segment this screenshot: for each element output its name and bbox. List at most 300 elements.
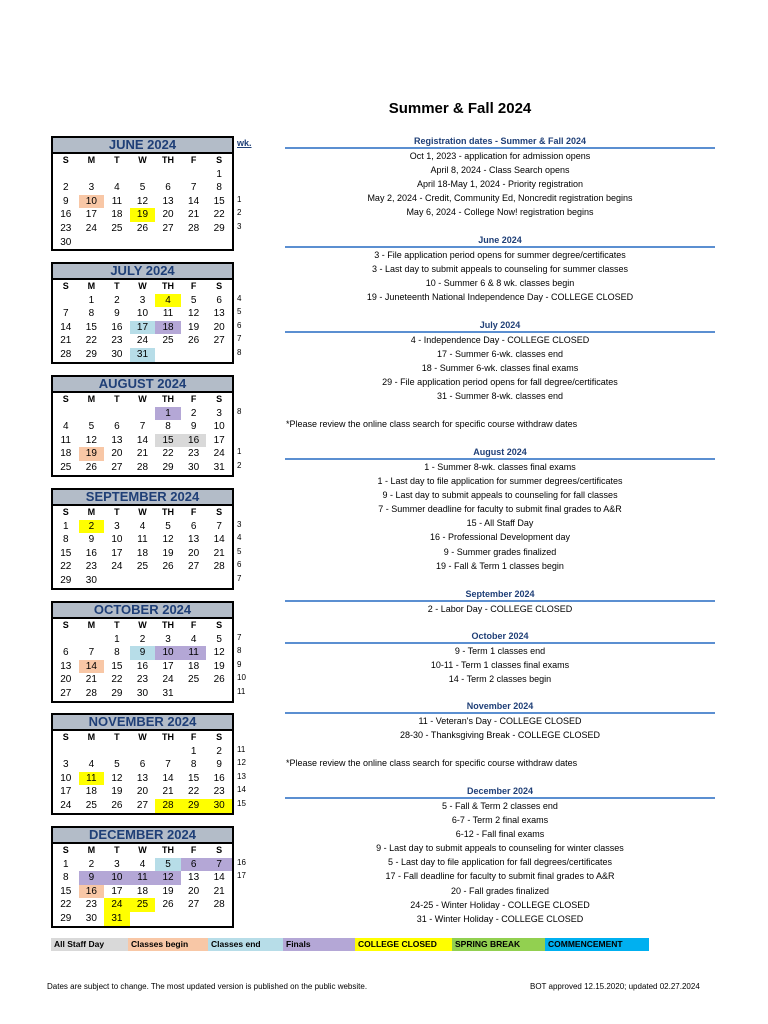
week-number: 8: [237, 406, 242, 416]
event-line: 10 - Summer 6 & 8 wk. classes begin: [425, 278, 575, 289]
empty-day-cell: [104, 168, 130, 182]
empty-day-cell: [181, 168, 207, 182]
day-cell: 26: [213, 674, 225, 686]
day-cell: 9: [79, 871, 105, 885]
day-cell: 10: [213, 421, 225, 433]
week-numbers: [237, 856, 255, 924]
day-cell: 20: [188, 885, 200, 897]
day-cell: 7: [63, 308, 69, 320]
day-cell: 18: [111, 209, 123, 221]
day-cell: 20: [111, 448, 123, 460]
day-cell: 8: [216, 182, 222, 194]
month-name: OCTOBER 2024: [51, 601, 234, 617]
day-cell: 4: [88, 759, 95, 771]
event-section: [285, 786, 715, 926]
day-cell: 13: [213, 308, 225, 320]
day-cell: 29: [111, 687, 123, 699]
day-cell: 28: [213, 561, 225, 573]
day-cell: 24: [213, 448, 225, 460]
day-header: W: [138, 732, 147, 742]
day-cell: 16: [85, 547, 97, 559]
week-number: [237, 179, 255, 193]
day-cell: 9: [190, 421, 197, 433]
day-cell: 10: [60, 772, 72, 784]
empty-day-cell: [181, 687, 207, 701]
day-cell: 21: [188, 209, 200, 221]
day-cell: 1: [63, 858, 69, 870]
day-cell: 28: [85, 687, 97, 699]
event-line: 15 - All Staff Day: [466, 518, 534, 529]
withdraw-note-1: *Please review the online class search for specific course withdraw dates: [286, 419, 578, 429]
day-cell: 11: [137, 534, 148, 546]
day-cell: 20: [213, 321, 225, 333]
day-cell: 24: [85, 222, 97, 234]
day-cell: 18: [85, 786, 97, 798]
week-number: 7: [237, 573, 242, 583]
day-cell: 17: [213, 434, 225, 446]
day-cell: 13: [188, 534, 200, 546]
event-line: 19 - Fall & Term 1 classes begin: [436, 560, 564, 571]
day-cell: 7: [88, 647, 95, 659]
empty-day-cell: [130, 168, 156, 182]
day-cell: 21: [162, 786, 174, 798]
week-column-label: wk.: [237, 138, 252, 148]
day-header: S: [62, 281, 69, 291]
day-cell: 17: [85, 209, 97, 221]
day-cell: 17: [111, 885, 123, 897]
day-cell: 31: [130, 348, 156, 362]
day-cell: 18: [136, 885, 149, 897]
day-cell: 11: [162, 308, 174, 320]
week-number: 1: [237, 447, 242, 457]
day-cell: 26: [162, 561, 174, 573]
day-cell: 4: [190, 633, 197, 645]
day-cell: 13: [136, 772, 149, 784]
day-cell: 7: [216, 520, 222, 532]
day-cell: 6: [139, 759, 146, 771]
section-heading: October 2024: [285, 631, 715, 644]
day-header: F: [190, 732, 197, 742]
week-numbers: [237, 743, 255, 811]
week-number: 4: [237, 293, 242, 303]
event-line: 7 - Summer deadline for faculty to submit final grades to A&R: [378, 504, 622, 515]
day-cell: 22: [111, 674, 123, 686]
day-cell: 11: [60, 434, 71, 446]
day-cell: 5: [139, 182, 146, 194]
legend-item: SPRING BREAK: [452, 938, 545, 951]
day-cell: 30: [111, 348, 123, 360]
legend: [51, 938, 649, 951]
day-cell: 27: [136, 799, 149, 811]
event-line: 2 - Labor Day - COLLEGE CLOSED: [427, 604, 573, 614]
week-numbers: [237, 166, 255, 248]
day-header: M: [87, 281, 96, 291]
day-cell: 20: [136, 786, 149, 798]
event-line: 4 - Independence Day - COLLEGE CLOSED: [410, 335, 590, 345]
empty-day-cell: [104, 574, 130, 588]
day-cell: 22: [213, 209, 225, 221]
day-cell: 25: [111, 222, 123, 234]
day-cell: 23: [85, 899, 97, 911]
day-cell: 2: [216, 745, 222, 757]
day-cell: 1: [63, 520, 69, 532]
day-cell: 9: [88, 534, 95, 546]
day-header: S: [216, 732, 223, 742]
day-cell: 1: [88, 294, 95, 306]
day-cell: 26: [111, 799, 123, 811]
day-header: S: [216, 507, 223, 517]
day-cell: 19: [188, 321, 200, 333]
day-cell: 5: [88, 421, 95, 433]
day-header: S: [62, 845, 69, 855]
empty-day-cell: [181, 236, 207, 250]
week-numbers: [237, 292, 255, 360]
event-line: May 6, 2024 - College Now! registration begins: [406, 207, 594, 218]
event-line: 1 - Summer 8-wk. classes final exams: [424, 462, 576, 472]
day-cell: 19: [111, 786, 123, 798]
week-number: 17: [237, 871, 246, 881]
day-header: TH: [162, 155, 175, 165]
day-header: S: [62, 732, 69, 742]
day-header: T: [114, 155, 120, 165]
event-line: 5 - Fall & Term 2 classes end: [442, 801, 558, 811]
legend-item: COMMENCEMENT: [545, 938, 649, 951]
day-cell: 20: [162, 209, 174, 221]
section-heading: July 2024: [285, 320, 715, 333]
empty-day-cell: [130, 745, 156, 759]
event-line: 16 - Professional Development day: [429, 532, 571, 543]
day-header: S: [216, 281, 223, 291]
week-number: 8: [237, 347, 242, 357]
day-cell: 2: [114, 294, 120, 306]
day-cell: 22: [60, 561, 72, 573]
day-cell: 30: [206, 799, 232, 813]
day-cell: 3: [88, 182, 95, 194]
week-number: 7: [237, 334, 242, 344]
day-cell: 22: [85, 335, 97, 347]
day-cell: 19: [79, 447, 105, 461]
day-cell: 27: [213, 335, 225, 347]
day-cell: 12: [188, 308, 200, 320]
month-calendar: [51, 262, 242, 364]
day-header: M: [87, 394, 96, 404]
day-cell: 2: [88, 858, 95, 870]
day-cell: 1: [216, 168, 222, 180]
week-number: 16: [237, 857, 246, 867]
day-cell: 10: [155, 646, 181, 660]
day-cell: 7: [206, 858, 232, 872]
day-cell: 29: [60, 912, 72, 924]
day-cell: 9: [216, 759, 222, 771]
day-cell: 28: [60, 348, 72, 360]
week-number: 6: [237, 320, 242, 330]
week-number: 2: [237, 460, 242, 470]
day-cell: 17: [130, 321, 156, 335]
day-cell: 2: [79, 520, 105, 534]
day-header: M: [87, 620, 96, 630]
day-cell: 6: [165, 182, 171, 194]
day-header: S: [62, 394, 69, 404]
event-line: 3 - File application period opens for summer degree/certificates: [374, 250, 626, 260]
day-cell: 27: [111, 461, 123, 473]
day-cell: 25: [60, 461, 72, 473]
footer-approval: BOT approved 12.15.2020; updated 02.27.2024: [530, 982, 700, 991]
day-header: T: [114, 732, 120, 742]
event-section: [285, 447, 715, 573]
day-header: M: [87, 845, 96, 855]
event-line: 6-7 - Term 2 final exams: [451, 815, 549, 826]
legend-item: All Staff Day: [51, 938, 128, 951]
day-cell: 30: [136, 687, 149, 699]
empty-day-cell: [79, 745, 105, 759]
day-cell: 31: [162, 687, 174, 699]
week-number: 5: [237, 546, 242, 556]
day-cell: 13: [188, 872, 200, 884]
day-cell: 26: [136, 222, 149, 234]
day-cell: 30: [85, 912, 97, 924]
event-line: 10-11 - Term 1 classes final exams: [430, 660, 570, 671]
week-number: 5: [237, 307, 242, 317]
day-header: T: [114, 845, 120, 855]
week-number: 9: [237, 659, 242, 669]
day-cell: 6: [216, 294, 222, 306]
event-line: 20 - Fall grades finalized: [450, 885, 550, 896]
event-line: 17 - Fall deadline for faculty to submit final grades to A&R: [385, 871, 615, 882]
day-cell: 2: [139, 633, 146, 645]
week-number: [237, 910, 255, 924]
event-line: April 8, 2024 - Class Search opens: [430, 165, 570, 176]
week-number: 14: [237, 785, 246, 795]
week-numbers: [237, 405, 255, 473]
day-cell: 4: [63, 421, 69, 433]
event-line: 18 - Summer 6-wk. classes final exams: [421, 363, 579, 374]
empty-day-cell: [155, 236, 181, 250]
empty-day-cell: [79, 168, 105, 182]
week-number: 8: [237, 646, 242, 656]
day-cell: 28: [136, 461, 149, 473]
empty-day-cell: [104, 745, 130, 759]
day-cell: 7: [139, 421, 146, 433]
day-cell: 25: [85, 799, 97, 811]
day-cell: 28: [155, 799, 181, 813]
empty-day-cell: [53, 294, 79, 308]
page-title: Summer & Fall 2024: [388, 100, 532, 117]
day-cell: 26: [162, 899, 174, 911]
month-name: JUNE 2024: [51, 136, 234, 152]
day-cell: 5: [155, 858, 181, 872]
event-section: [285, 320, 715, 403]
day-cell: 14: [60, 321, 72, 333]
day-cell: 10: [79, 195, 105, 209]
day-cell: 28: [213, 899, 225, 911]
day-cell: 25: [188, 674, 200, 686]
day-header: M: [87, 507, 96, 517]
day-cell: 16: [60, 209, 72, 221]
week-numbers: [237, 518, 255, 586]
day-cell: 29: [213, 222, 225, 234]
empty-day-cell: [181, 574, 207, 588]
event-line: 31 - Winter Holiday - COLLEGE CLOSED: [416, 913, 584, 924]
day-cell: 15: [188, 772, 200, 784]
event-line: Oct 1, 2023 - application for admission opens: [409, 151, 591, 161]
event-line: 1 - Last day to file application for summer degrees/certificates: [377, 476, 623, 487]
event-section: [285, 589, 715, 616]
day-cell: 10: [111, 534, 123, 546]
day-cell: 29: [60, 574, 72, 586]
empty-day-cell: [53, 633, 79, 647]
day-cell: 4: [155, 294, 181, 308]
day-cell: 10: [104, 871, 130, 885]
empty-day-cell: [206, 348, 232, 362]
day-cell: 25: [130, 898, 156, 912]
day-cell: 24: [60, 799, 72, 811]
day-cell: 21: [60, 335, 72, 347]
day-cell: 12: [136, 195, 149, 207]
month-name: DECEMBER 2024: [51, 826, 234, 842]
day-cell: 24: [162, 674, 174, 686]
day-cell: 16: [111, 321, 123, 333]
day-cell: 3: [216, 407, 222, 419]
day-cell: 5: [216, 633, 222, 645]
week-number: 11: [237, 744, 246, 754]
day-cell: 26: [85, 461, 97, 473]
week-number: 15: [237, 798, 246, 808]
empty-day-cell: [181, 912, 207, 926]
day-cell: 4: [139, 858, 146, 870]
day-cell: 15: [155, 434, 181, 448]
day-cell: 8: [114, 647, 120, 659]
day-cell: 27: [60, 687, 72, 699]
day-header: T: [114, 281, 120, 291]
week-number: 12: [237, 758, 246, 768]
event-line: 29 - File application period opens for fall degree/certificates: [382, 377, 618, 388]
day-cell: 2: [63, 182, 69, 194]
day-header: TH: [162, 732, 175, 742]
day-cell: 6: [114, 421, 120, 433]
event-line: 3 - Last day to submit appeals to counseling for summer classes: [371, 264, 629, 275]
day-cell: 23: [60, 222, 72, 234]
day-cell: 17: [162, 660, 174, 672]
day-cell: 22: [188, 786, 200, 798]
event-line: 9 - Last day to submit appeals to counseling for winter classes: [376, 843, 624, 854]
day-cell: 15: [111, 660, 123, 672]
event-line: 31 - Summer 8-wk. classes end: [436, 391, 564, 402]
day-cell: 20: [60, 674, 72, 686]
week-number: 3: [237, 221, 242, 231]
week-numbers: [237, 631, 255, 699]
day-cell: 8: [165, 421, 171, 433]
day-cell: 13: [111, 434, 123, 446]
event-section: [285, 235, 715, 304]
day-cell: 15: [60, 885, 72, 897]
day-header: TH: [162, 845, 175, 855]
day-header: T: [114, 620, 120, 630]
day-cell: 27: [162, 222, 174, 234]
day-cell: 15: [60, 547, 72, 559]
day-header: W: [138, 281, 147, 291]
day-cell: 10: [136, 308, 149, 320]
legend-item: Classes begin: [128, 938, 208, 951]
day-header: F: [190, 394, 197, 404]
event-line: 17 - Summer 6-wk. classes end: [436, 349, 564, 360]
day-header: S: [62, 155, 69, 165]
event-line: May 2, 2024 - Credit, Community Ed, Noncredit registration begins: [367, 193, 633, 204]
day-cell: 19: [130, 208, 156, 222]
day-cell: 12: [162, 534, 174, 546]
day-cell: 8: [63, 534, 69, 546]
day-cell: 31: [104, 912, 130, 926]
day-cell: 18: [155, 321, 181, 335]
empty-day-cell: [155, 574, 181, 588]
week-number: 13: [237, 771, 246, 781]
day-cell: 3: [165, 633, 171, 645]
event-line: 19 - Juneteenth National Independence Day - COLLEGE CLOSED: [366, 292, 634, 303]
day-cell: 23: [85, 561, 97, 573]
day-cell: 26: [188, 335, 200, 347]
event-line: April 18-May 1, 2024 - Priority registration: [416, 179, 584, 190]
event-line: 28-30 - Thanksgiving Break - COLLEGE CLOSED: [400, 730, 600, 741]
empty-day-cell: [206, 574, 232, 588]
day-cell: 24: [136, 335, 149, 347]
day-cell: 3: [114, 520, 120, 532]
day-cell: 5: [165, 520, 171, 532]
month-calendar: [51, 826, 246, 928]
empty-day-cell: [155, 912, 181, 926]
empty-day-cell: [104, 236, 130, 250]
day-cell: 29: [162, 461, 174, 473]
week-number: 6: [237, 560, 242, 570]
empty-day-cell: [79, 236, 105, 250]
day-cell: 19: [162, 885, 174, 897]
week-number: [237, 432, 255, 446]
day-cell: 12: [155, 871, 181, 885]
day-cell: 15: [213, 195, 225, 207]
legend-item: Classes end: [208, 938, 283, 951]
day-cell: 8: [88, 308, 95, 320]
footer-disclaimer: Dates are subject to change. The most updated version is published on the public website.: [47, 982, 368, 991]
day-cell: 16: [79, 885, 105, 899]
day-cell: 28: [188, 222, 200, 234]
day-cell: 2: [190, 407, 197, 419]
day-cell: 16: [136, 660, 149, 672]
day-header: W: [138, 620, 147, 630]
empty-day-cell: [155, 168, 181, 182]
day-cell: 25: [136, 561, 149, 573]
day-cell: 23: [136, 674, 149, 686]
day-cell: 19: [213, 660, 225, 672]
event-line: 9 - Summer grades finalized: [443, 546, 557, 557]
day-cell: 7: [165, 759, 171, 771]
day-cell: 22: [60, 899, 72, 911]
event-section: [285, 136, 715, 219]
day-cell: 1: [155, 407, 181, 421]
day-cell: 13: [162, 195, 174, 207]
day-cell: 4: [139, 520, 146, 532]
day-header: W: [138, 155, 147, 165]
day-cell: 30: [85, 574, 97, 586]
day-cell: 18: [60, 448, 72, 460]
day-cell: 5: [114, 759, 120, 771]
empty-day-cell: [130, 236, 156, 250]
day-cell: 24: [111, 561, 123, 573]
day-cell: 23: [188, 448, 200, 460]
empty-day-cell: [155, 348, 181, 362]
day-cell: 17: [111, 547, 123, 559]
empty-day-cell: [53, 168, 79, 182]
empty-day-cell: [130, 574, 156, 588]
day-cell: 13: [60, 660, 72, 672]
empty-day-cell: [206, 236, 232, 250]
